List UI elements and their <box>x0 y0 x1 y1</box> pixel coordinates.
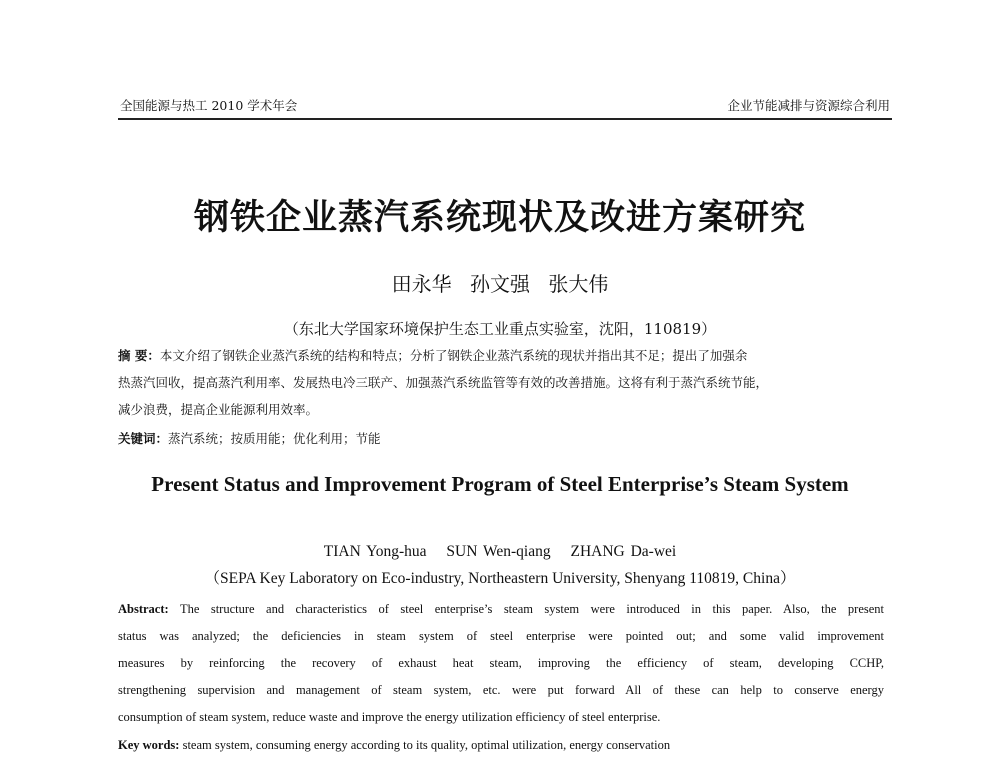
keywords-en <box>118 734 884 756</box>
abstract-en <box>118 596 884 731</box>
author-en: SUN Wen-qiang <box>446 543 551 560</box>
keywords-cn <box>118 427 884 451</box>
author-en: TIAN Yong-hua <box>323 543 427 560</box>
paper-title-en: Present Status and Improvement Program of Steel Enterprise’s Steam System <box>151 472 849 496</box>
abstract-en-line <box>118 596 884 623</box>
keywords-cn-label: 关键词： <box>118 431 169 446</box>
abstract-en-label: Abstract: <box>118 602 169 616</box>
authors-cn: 田永华 孙文强 张大伟 <box>391 272 609 296</box>
affiliation-en: （SEPA Key Laboratory on Eco-industry, Northeastern University, Shenyang 110819, China） <box>204 570 796 587</box>
header-section: 企业节能减排与资源综合利用 <box>727 98 890 113</box>
abstract-cn-line: 减少浪费，提高企业能源利用效率。 <box>118 402 319 417</box>
keywords-cn-text: 蒸汽系统；按质用能；优化利用；节能 <box>168 431 381 446</box>
abstract-cn-line <box>118 342 884 369</box>
abstract-cn-label: 摘 要： <box>118 348 160 363</box>
authors-en <box>0 541 1000 563</box>
author-en: ZHANG Da-wei <box>570 543 677 560</box>
abstract-en-line: status was analyzed; the deficiencies in steam system of steel enterprise were pointed out; and some valid improvement <box>118 629 884 643</box>
keywords-en-label: Key words: <box>118 738 180 752</box>
header-conference: 全国能源与热工 2010 学术年会 <box>120 98 298 113</box>
abstract-en-text: The structure and characteristics of steel enterprise’s steam system were introduced in this paper. Also, the present <box>179 602 884 616</box>
affiliation-cn: （东北大学国家环境保护生态工业重点实验室，沈阳，110819） <box>283 320 717 338</box>
paper-title-cn: 钢铁企业蒸汽系统现状及改进方案研究 <box>193 197 806 238</box>
abstract-en-line: consumption of steam system, reduce waste and improve the energy utilization efficiency of steel enterprise. <box>118 710 661 724</box>
abstract-cn-line: 热蒸汽回收，提高蒸汽利用率、发展热电冷三联产、加强蒸汽系统监管等有效的改善措施。这将有利于蒸汽系统节能， <box>118 375 769 390</box>
abstract-en-line: measures by reinforcing the recovery of exhaust heat steam, improving the efficiency of steam, developing CCHP, <box>118 656 884 670</box>
abstract-en-line: strengthening supervision and management of steam system, etc. were put forward All of these can help to conserve energy <box>118 683 884 697</box>
keywords-en-text: steam system, consuming energy according to its quality, optimal utilization, energy conservation <box>182 738 671 752</box>
abstract-cn <box>118 342 884 423</box>
running-header <box>118 96 892 120</box>
abstract-cn-text: 本文介绍了钢铁企业蒸汽系统的结构和特点；分析了钢铁企业蒸汽系统的现状并指出其不足；提出了加强余 <box>159 348 748 363</box>
